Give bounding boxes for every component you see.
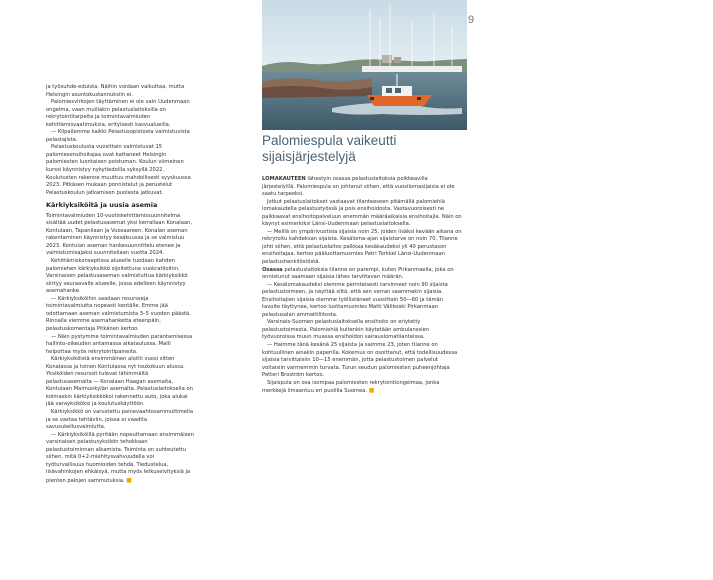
rescue-boat-photo [262, 0, 713, 130]
paragraph-text: Sijaispula on osa isompaa palomiesten rekrytointiongelmaa, jonka merkkejä ilmaantuu eri puolilla Suomea. [262, 379, 440, 395]
photo-credit: JUSSI PAAVILAINEN [709, 4, 713, 45]
section-heading: Kärkiyksiköitä ja uusia asemia [46, 201, 158, 210]
paragraph-text: pelastuslaitoksia tilanne on parempi, kuten Pirkanmaella, joka on onnistunut saamaan sijaisia lähes tarvittavan määrän. [262, 266, 454, 281]
paragraph: — Näin pystymme toimintavalmiuden parantamisessa hallinto-oikeuden antamassa aikataulussa. Malli helpottaa myös rekrytointipaineita. [46, 333, 193, 355]
paragraph: — Kesälomakaudeksi olemme perinteisesti tarvinneet noin 90 sijaista pelastustoimeen, ja näyttää siltä, että sen verran saammekin sijaisia. Ensihoitajien sijaisia olemme työllistäneet vuosittain 50—60 ja tämän tavoite täyttynee, kertoo luottamusmies Matti Välikoski Pirkanmaan pelastusalan ammattiliitosta. [262, 281, 448, 318]
paragraph: ja työsuhde-eduista. Näihin voidaan vaikuttaa, mutta Helsingin asuntokustannuksiin ei. [46, 84, 185, 98]
lead-word: LOMAKAUTEEN [262, 176, 306, 182]
end-mark: ■ [368, 387, 375, 395]
photo-image [262, 0, 467, 130]
paragraph: Kehittämiskonseptissa alueelle tuodaan kahden palomiehen kärkiyksikkö sijoitettuna vuokratiloihin. Varsinaisen pelastusaseman valmistuttua kärkiyksikkö siirtyy seuraavalle alueelle, jossa edelleen käynnistyy asemahanke. [46, 258, 188, 295]
paragraph: Pelastuskoulusta vuosittain valmistuvat 15 palomiesensihoitajaa ovat kattaneet Helsingin palomiesten luontaisen poistuman. Koulun viimeinen kurssi käynnistyy nykytiedoilla syksyllä 2022. Koulutusten rakenne muuttuu mahdollisesti syyskuussa 2023. Pitkäsen mukaan ponnistelut ja perustelut Pelastuskoulun jatkamisen puolesta jatkuvat. [46, 144, 191, 196]
paragraph: Kärkiyksiköistä ensimmäinen aloitti vuosi sitten Konalassa ja toinen Kontulassa nyt toukokuun alussa. Yksiköiden resurssit tulevat lähimmältä pelastusasemalta — Konalaan Haagan asemalta, Kontulaan Malmunkylän asemalta. Pelastuslaitoksella on kolmaskin kärkiyksikkökoi rakennettu auto, joka alukai jää varayksiköksi ja koulutuskäyttöön. [46, 356, 193, 408]
paragraph [262, 267, 462, 282]
paragraph: Jotkut pelastuslaitokset vastaavat tilanteeseen pitämällä palomiehiä lomakaudella pelastustyössä ja pois ensihoidosta. Vastavuoroisesti ne palkkaavat ensihoitopalveluun enemmän määräaikaisia ensihoitajia. Näin on käynyt esimerkiksi Länsi-Uudenmaan pelastuslaitoksella. [262, 198, 462, 228]
paragraph: — Kärkiyksiköihin saadaan resursseja toimintavalmiutta nopeasti kentälle. Emme jää odottamaan aseman valmistumista 3–5 vuoden päästä. Rinnalla viemme asemahanketta eteenpäin, pelastuskomentaja Pitkänen kertoo. [46, 295, 191, 332]
left-column [46, 84, 194, 485]
sidebar-headline: Palomiespula vaikeutti sijaisjärjestelyjä [262, 133, 397, 164]
paragraph: — Haimme tänä kesänä 25 sijaista ja saimme 23, joten tilanne on kohtuullinen ainakin paperilla. Kokemus on osoittanut, että todellisuudessa sijaisia tarvittaisiin 10—15 enemmän, jotta pelastustoimen palvelut voitaisiin varmemmin turvata. Turun seudun palomiesten puheenjohtaja Petteri Broström kertoo. [262, 342, 458, 379]
right-column [262, 176, 462, 396]
paragraph: — Meillä on ympärivuotisia sijaisia noin 25, joiden lisäksi kevään aikana on rekrytoitu kahdeksan sijaista. Kesäloma-ajan sijaistarve on noin 70. Tilanne johti siihen, että pelastuslaitos palkkaa kesäkaudeksi yli 40 perustason ensihoitajaa, kertoo pääluottamusmies Petri Torkkel Länsi-Uudenmaan pelastushenkilöstöstä. [262, 228, 462, 266]
paragraph: Kärkiyksikkö on varustettu painevaahtosammuttimella ja se vastaa tehtäviin, joissa ei vaadita savusukellusvalmiutta. [46, 408, 194, 431]
paragraph: Palomiesvirkojen täyttäminen ei ole vain Uudenmaan ongelma, vaan muillakin pelastuslaitoksilla on rekrytointitarpeita ja toimintavalmiuden kehittämisvaatimuksia, erityisesti kasvualueilla. [46, 99, 190, 128]
paragraph: — Kilpailemme kaikki Pelastusopistosta valmistuvista pelastajista. [46, 129, 190, 143]
page-number: 9 [468, 14, 475, 26]
paragraph: Varsinais-Suomen pelastuslaitoksella ensihoito on eriytetty pelastustoimesta. Palomiehiä kuitenkin käytetään ambulanssien työvuoroissa muun muassa ensihoidon sairauslomatilanteissa. [262, 319, 430, 341]
paragraph [262, 380, 462, 396]
paragraph: Toimintavalmiuden 10-vuotiskehittämissuunnitelma sisältää uudet pelastusasemat yksi kerrallaan Konalaan, Kontulaan, Tapanilaan ja Vuosaareen. Konalan aseman rakentaminen käynnistyy kesäkuussa ja se valmistuu 2023. Kontulan aseman hankesuunnittelu etenee ja valmistumisajaksi suunnitellaan vuotta 2024. [46, 212, 192, 257]
paragraph [46, 432, 194, 486]
end-mark: ■ [126, 476, 132, 484]
paragraph [262, 176, 462, 199]
lead-word: Osassa [262, 266, 283, 273]
paragraph-text: lähestyin osassa pelastuslaitoksia poikkeavilla järjestelyillä. Palomiespula on johtanut siihen, että vuosilomasijaisia ei ole saatu tarpeeksi. [262, 176, 455, 198]
paragraph-text: — Kärkiyksiköillä pyritään nopeuttamaan ensimmäisen varsinaisen pelastusyksikön tehokkaan pelastustoiminnan alkamista. Toiminta on suhteutettu siihen, mitä 0+2-miehitysvahvuudella voi työturvallisuus huomioiden tehdä. Tiedustelua, lisävahinkojen ehkäisyä, mutta myös letkuselvityksiä ja pienten palojen sammutuksia. [46, 431, 194, 484]
